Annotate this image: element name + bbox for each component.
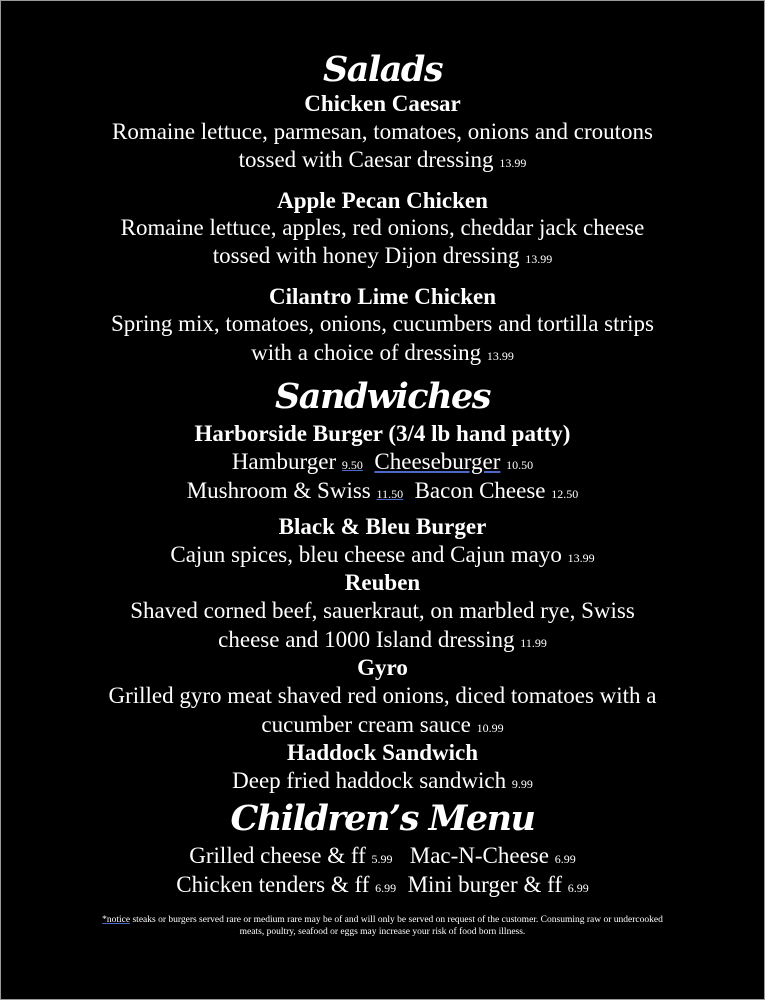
- item-price: 5.99: [371, 852, 393, 866]
- notice-text: *notice steaks or burgers served rare or medium rare may be of and will only be served on request of the customer. Consuming raw or undercooked: [102, 915, 663, 925]
- children-row-2: Chicken tenders & ff 6.99 Mini burger & ff 6.99: [176, 872, 589, 897]
- item-desc: Shaved corned beef, sauerkraut, on marbled rye, Swiss: [130, 598, 635, 623]
- item-desc: Grilled gyro meat shaved red onions, diced tomatoes with a: [108, 683, 657, 708]
- item-price: 11.50: [376, 487, 404, 501]
- item-price: 11.99: [520, 636, 547, 650]
- item-price: 6.99: [554, 852, 576, 866]
- item-desc: cheese and 1000 Island dressing 11.99: [218, 627, 547, 652]
- salads-heading: Salads: [322, 49, 443, 90]
- item-desc: Romaine lettuce, parmesan, tomatoes, onions and croutons: [111, 119, 653, 144]
- item-price: 10.99: [476, 721, 504, 735]
- item-price: 9.50: [341, 458, 363, 472]
- item-price: 9.99: [511, 777, 533, 791]
- item-desc: cucumber cream sauce 10.99: [261, 712, 504, 737]
- childrens-menu-heading: Children’s Menu: [230, 798, 535, 839]
- item-desc: Deep fried haddock sandwich 9.99: [232, 768, 533, 793]
- item-price: 13.99: [486, 349, 514, 363]
- item-name-haddock-sandwich: Haddock Sandwich: [286, 740, 479, 765]
- item-name-cilantro-lime-chicken: Cilantro Lime Chicken: [268, 284, 497, 309]
- item-name-black-bleu-burger: Black & Bleu Burger: [278, 514, 487, 539]
- item-desc: Romaine lettuce, apples, red onions, cheddar jack cheese: [120, 215, 645, 240]
- item-price: 13.99: [499, 156, 527, 170]
- item-desc: tossed with Caesar dressing 13.99: [238, 147, 527, 172]
- notice-text: meats, poultry, seafood or eggs may increase your risk of food born illness.: [239, 927, 526, 937]
- item-name-gyro: Gyro: [357, 655, 408, 680]
- sandwiches-heading: Sandwiches: [274, 376, 491, 417]
- item-name-reuben: Reuben: [344, 570, 421, 595]
- item-price: 10.50: [506, 458, 534, 472]
- item-price: 13.99: [567, 551, 595, 565]
- item-desc: Spring mix, tomatoes, onions, cucumbers and tortilla strips: [111, 311, 654, 336]
- item-price: 6.99: [375, 881, 397, 895]
- item-desc: with a choice of dressing 13.99: [251, 340, 514, 365]
- burger-options-row-1: Hamburger 9.50 Cheeseburger 10.50: [231, 449, 534, 474]
- item-desc: Cajun spices, bleu cheese and Cajun mayo 13.99: [170, 542, 595, 567]
- item-name-chicken-caesar: Chicken Caesar: [304, 91, 461, 116]
- item-price: 12.50: [551, 487, 579, 501]
- item-name-harborside-burger: Harborside Burger (3/4 lb hand patty): [194, 421, 571, 446]
- item-name-apple-pecan-chicken: Apple Pecan Chicken: [277, 188, 488, 213]
- item-price: 13.99: [525, 252, 553, 266]
- children-row-1: Grilled cheese & ff 5.99 Mac-N-Cheese 6.99: [189, 843, 576, 868]
- item-price: 6.99: [567, 881, 589, 895]
- item-desc: tossed with honey Dijon dressing 13.99: [212, 243, 553, 268]
- burger-options-row-2: Mushroom & Swiss 11.50 Bacon Cheese 12.50: [186, 478, 579, 503]
